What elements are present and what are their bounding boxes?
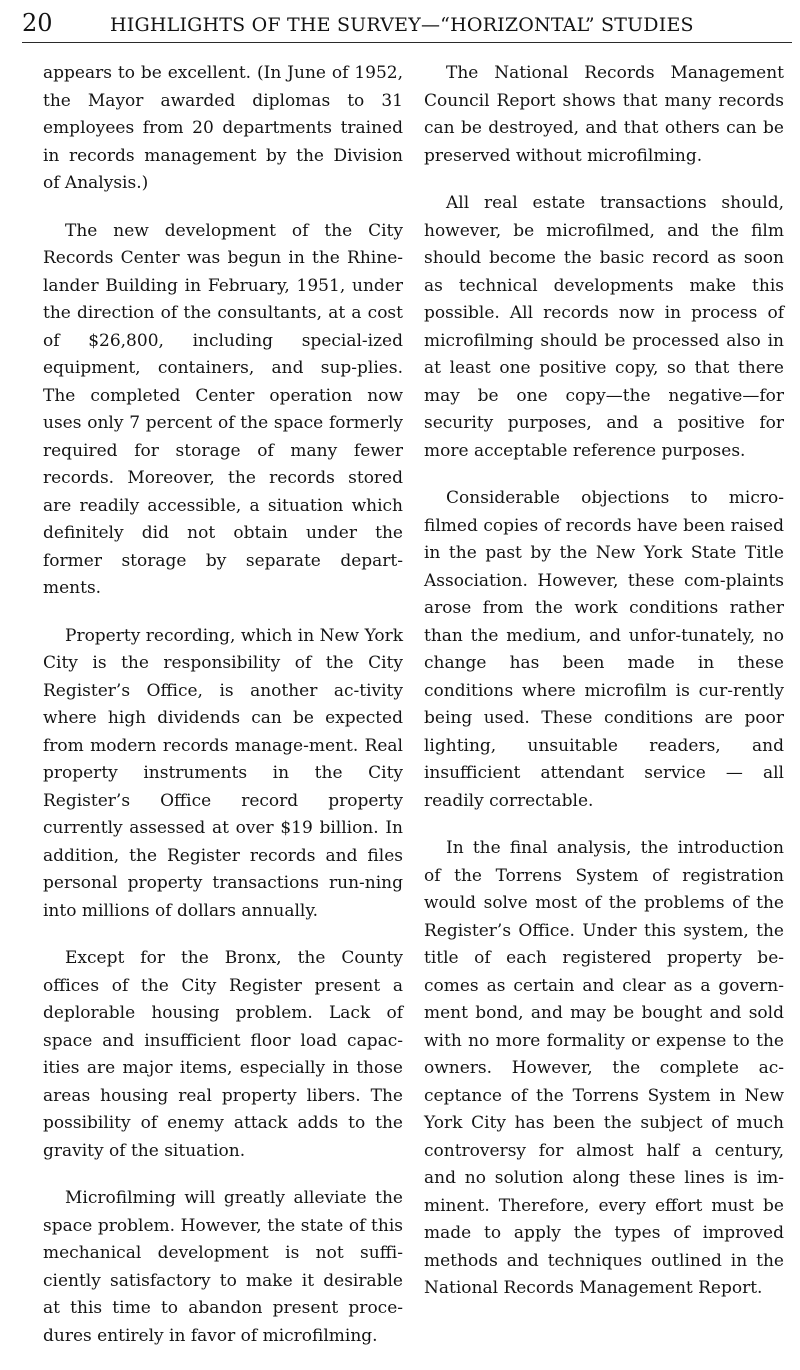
paragraph: Microfilming will greatly alleviate the space problem. However, the state of this mechanical development is not suffi-ciently satisfactory to make it desirable at this time to abandon present proce-dures entirely in favor of microfilming.: [43, 1188, 403, 1346]
paragraph: Except for the Bronx, the County offices of the City Register present a deplorable housing problem. Lack of space and insufficient floor load capac-ities are major items, especially in those areas housing real property libers. The possibility of enemy attack adds to the gravity of the situation.: [43, 948, 403, 1161]
paragraph: All real estate transactions should, however, be microfilmed, and the film should become the basic record as soon as technical developments make this possible. All records now in process of microfilming should be processed also in at least one positive copy, so that there may be one copy—the negative—for security purposes, and a positive for more acceptable reference purposes.: [424, 193, 784, 461]
paragraph: Property recording, which in New York City is the responsibility of the City Register’s Office, is another ac-tivity where high dividends can be expected from modern records manage-ment. Real property instruments in the City Register’s Office record property currently assessed at over $19 billion. In addition, the Register records and files personal property transactions run-ning into millions of dollars annually.: [43, 625, 403, 921]
paragraph: The new development of the City Records Center was begun in the Rhine-lander Building in February, 1951, under the direction of the consultants, at a cost of $26,800, including special-ized equipment, containers, and sup-plies. The completed Center operation now uses only 7 percent of the space formerly required for storage of many fewer records. Moreover, the records stored are readily accessible, a situation which definitely did not obtain under the former storage by separate depart-ments.: [43, 220, 403, 598]
right-column: [424, 60, 784, 1323]
page-header: [22, 6, 792, 43]
paragraph: In the final analysis, the introduction of the Torrens System of registration would solve most of the problems of the Register’s Office. Under this system, the title of each registered property be-comes as certain and clear as a govern-ment bond, and may be bought and sold with no more formality or expense to the owners. However, the complete ac-ceptance of the Torrens System in New York City has been the subject of much controversy for almost half a century, and no solution along these lines is im-minent. Therefore, every effort must be made to apply the types of improved methods and techniques outlined in the National Records Management Report.: [424, 838, 784, 1298]
paragraph: The National Records Management Council Report shows that many records can be destroyed, and that others can be preserved without microfilming.: [424, 63, 784, 166]
paragraph: Considerable objections to micro-filmed copies of records have been raised in the past by the New York State Title Association. However, these com-plaints arose from the work conditions rather than the medium, and unfor-tunately, no change has been made in these conditions where microfilm is cur-rently being used. These conditions are poor lighting, unsuitable readers, and insufficient attendant service — all readily correctable.: [424, 488, 784, 811]
page-number: 20: [22, 9, 53, 37]
paragraph: appears to be excellent. (In June of 1952, the Mayor awarded diplomas to 31 employees from 20 departments trained in records management by the Division of Analysis.): [43, 63, 403, 193]
left-column: [43, 60, 403, 1370]
running-title: HIGHLIGHTS OF THE SURVEY—“HORIZONTAL” STUDIES: [110, 14, 694, 36]
